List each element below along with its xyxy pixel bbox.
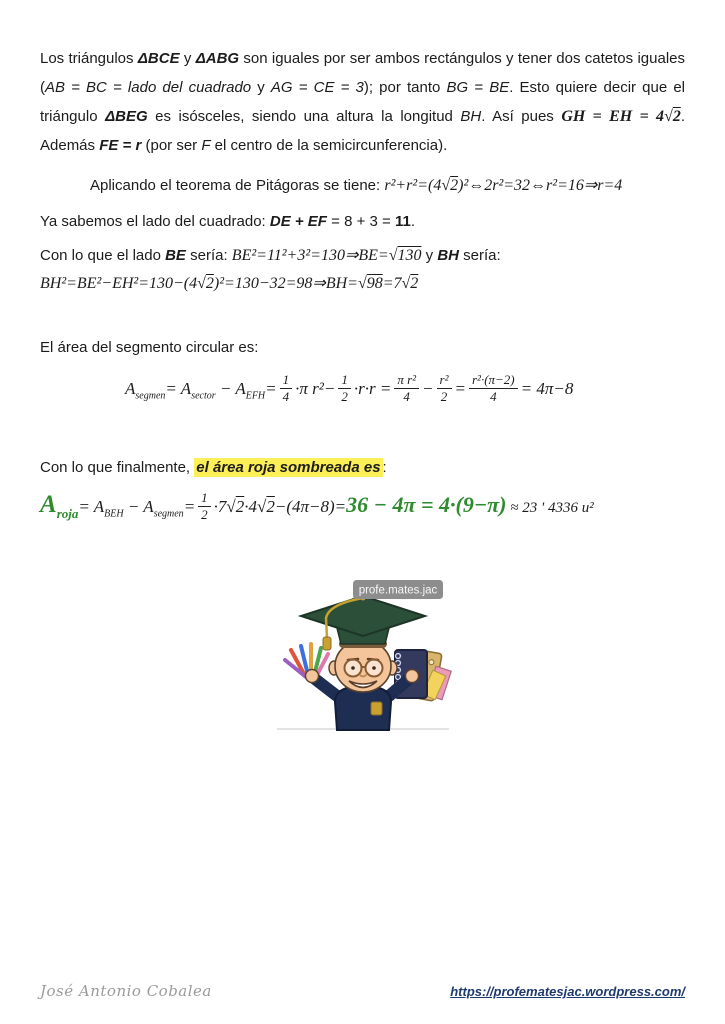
formula-gh-eh: GH = EH = 4√2 [561,108,681,125]
avatar-graphic [271,580,455,737]
teacher-avatar-icon [271,580,455,732]
text-run: son iguales por ser ambos rectángulos y tener dos catetos iguales ( [40,50,685,96]
formula-area-roja: $A_{roja}= A_{BEH} - A_{segmen}=$ $\frac{1}{2}$ ·7√2·4√2−(4π−8)=36 − 4π = 4·(9−π) ≈ 23 ' 4336 u² [40,490,594,522]
text-run: AB = BC = lado del cuadrado [45,79,252,96]
fraction: $\frac{\text{π r²}}{4}$ [394,372,419,404]
text-run: BE [165,247,186,264]
result-green: 36 − 4π = 4·(9−π) [346,492,507,518]
text-run: Aplicando el teorema de Pitágoras se tiene: [90,177,385,194]
subscript: EFH [245,390,266,402]
fraction: $\frac{\text{r²}}{2}$ [437,372,452,404]
text-run: sería: [185,247,232,264]
text-run: 11 [394,213,411,230]
text-run: y [251,79,271,96]
subscript: segmen [153,508,184,520]
text-run: . Esto quiere decir que el triángulo [40,79,686,125]
approx-value: ≈ 23 ' 4336 u² [506,500,594,517]
formula-bh [40,274,685,294]
subscript: roja [56,506,79,522]
fraction: $\frac{1}{4}$ [280,372,293,404]
formula-bh-body: BH²=BE²−EH²=130−(4√2)²=130−32=98⇒BH=√98=7√2 [40,275,419,292]
graduation-cap-icon [301,596,425,651]
text-run: AG = CE = 3 [270,79,364,96]
text-run: Los triángulos [40,50,138,67]
formula-segment-area: $A_{segmen}= A_{sector} - A_{EFH}=$ $\frac{1}{4}$ ·π r²− $\frac{1}{2}$ ·r·r = $\frac{\text{π r²}}{4}$ − $\frac{\text{r²}}{2}$ = $\frac{\text{r²·(π−2)}}{4}$ = 4π−8 [125,372,574,404]
text-run: = 8 + 3 = [326,213,395,230]
text-run: el centro de la semicircunferencia). [210,137,448,154]
text-run: F [201,137,211,154]
highlighted-text: el área roja sombreada es [196,459,381,477]
text-run: ΔBEG [105,108,148,125]
text-run: ΔABG [195,50,240,67]
fraction: $\frac{1}{2}$ [198,490,211,522]
text-run: sería: [458,247,501,264]
notebook-ruler-icon [395,650,451,701]
text-run: Ya sabemos el lado del cuadrado: [40,213,270,230]
text-run: (por ser [141,137,202,154]
text-run: Con lo que finalmente, [40,459,195,477]
text-run: ΔBCE [137,50,180,67]
badge [353,580,443,599]
formula-pythagoras: r²+r²=(4√2)²⇔2r²=32⇔r²=16⇒r=4 [384,177,623,194]
author-signature: José Antonio Cobalea [40,982,212,1000]
blog-link[interactable]: https://profematesjac.wordpress.com/ [450,984,685,999]
text-run: El área del segmento circular es: [40,339,259,356]
text-run: BH [460,108,482,125]
subscript: sector [191,390,216,402]
subscript: segmen [135,390,166,402]
pocket-logo [371,702,382,715]
text-run: BG = BE [446,79,510,96]
text-run: y [421,247,438,264]
formula-be: BE²=11²+3²=130⇒BE=√130 [231,247,422,264]
text-run: . [410,213,415,230]
text-run: FE = r [99,137,142,154]
line-lado-cuadrado [40,212,685,232]
paragraph-intro [40,44,685,160]
line-finalmente [40,458,685,478]
page-footer [40,982,685,1000]
text-run: . Así pues [481,108,562,125]
text-run: BH [437,247,459,264]
fraction: $\frac{\text{r²·(π−2)}}{4}$ [469,372,518,404]
text-run: Con lo que el lado [40,247,166,264]
badge-label: profe.mates.jac [358,584,437,597]
fraction: $\frac{1}{2}$ [338,372,351,404]
text-run: DE + EF [269,213,327,230]
a-roja-symbol: $A_{roja}$ [40,491,79,522]
text-run: : [382,459,387,477]
text-run: y [179,50,196,67]
text-run: es isósceles, siendo una altura la longitud [147,108,461,125]
face [329,640,397,692]
subscript: BEH [104,508,124,520]
line-lado-be [40,246,685,266]
text-run: ); por tanto [363,79,447,96]
line-pythagoras [90,176,685,196]
line-area-segmento [40,338,685,358]
text-run: . Además [40,108,686,154]
